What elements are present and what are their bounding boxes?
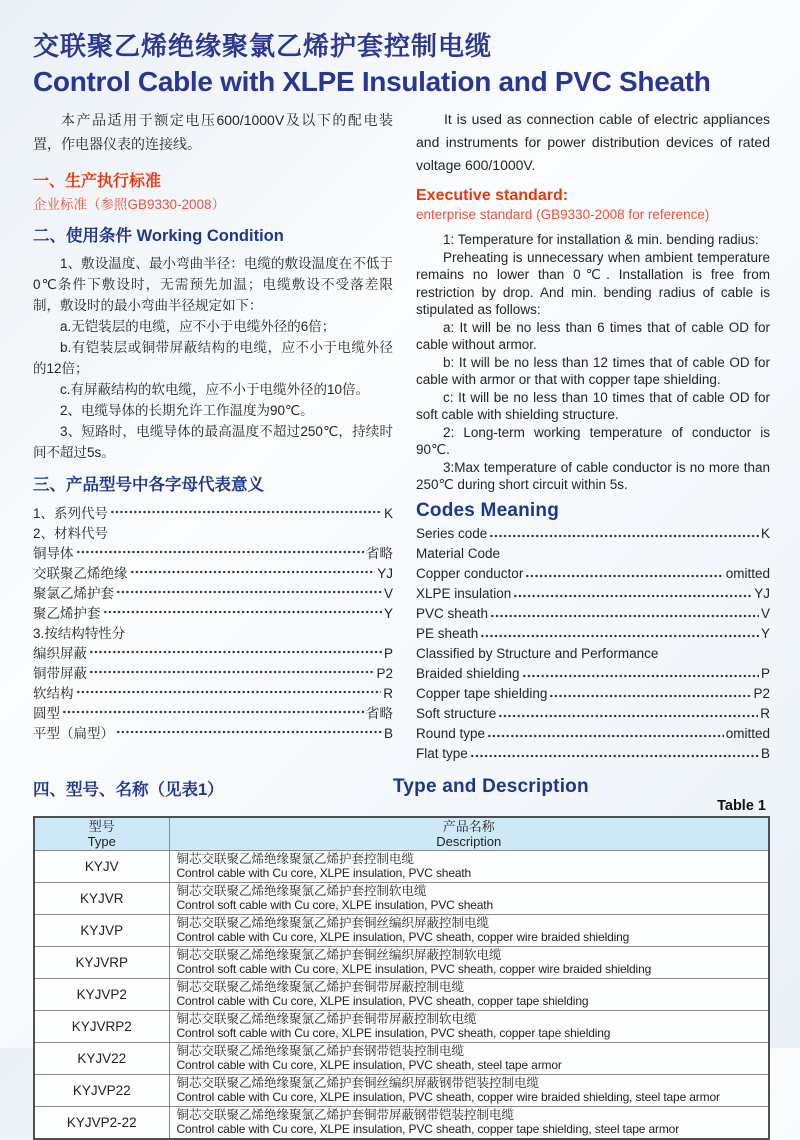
- paragraph: 2: Long-term working temperature of conductor is 90℃.: [416, 424, 770, 457]
- code-value: B: [760, 745, 770, 761]
- dotted-leader: [498, 709, 758, 723]
- dotted-leader: [549, 689, 751, 703]
- page-title-en: Control Cable with XLPE Insulation and PVC Sheath: [33, 66, 711, 97]
- code-label: 交联聚乙烯绝缘: [33, 566, 128, 581]
- paragraph: 1、敷设温度、最小弯曲半径：电缆的敷设温度在不低于0℃条件下敷设时，无需预先加温；电缆敷设不受落差限制，敷设时的最小弯曲半径规定如下：: [33, 256, 393, 313]
- codes-heading-zh: 三、产品型号中各字母代表意义: [33, 476, 264, 494]
- header-description: [169, 817, 769, 851]
- cell-description: [169, 850, 769, 882]
- description-en: Control soft cable with Cu core, XLPE insulation, PVC sheath, copper wire braided shielding: [176, 962, 652, 976]
- description-zh: 铜芯交联聚乙烯绝缘聚氯乙烯护套钢带铠装控制电缆: [176, 1043, 465, 1058]
- code-label: 聚乙烯护套: [33, 606, 101, 621]
- cell-type: KYJVP: [34, 914, 169, 946]
- page-title-zh: 交联聚乙烯绝缘聚氯乙烯护套控制电缆: [33, 31, 493, 61]
- cell-description: [169, 1010, 769, 1042]
- two-column-body: [33, 108, 770, 766]
- code-label: PVC sheath: [416, 605, 489, 621]
- description-en: Control cable with Cu core, XLPE insulation, PVC sheath, steel tape armor: [176, 1058, 562, 1072]
- dotted-leader: [116, 725, 382, 739]
- description-zh: 铜芯交联聚乙烯绝缘聚氯乙烯护套铜带屏蔽控制电缆: [176, 979, 465, 994]
- header-type-en: Type: [87, 833, 116, 849]
- code-value: 省略: [366, 546, 393, 561]
- code-value: YJ: [754, 585, 770, 601]
- dotted-leader: [89, 665, 374, 679]
- code-item: [33, 602, 393, 622]
- code-label: Copper conductor: [416, 565, 524, 581]
- code-label: PE sheath: [416, 625, 479, 641]
- code-value: omitted: [725, 725, 770, 741]
- code-label: Classified by Structure and Performance: [416, 645, 659, 661]
- description-zh: 铜芯交联聚乙烯绝缘聚氯乙烯护套铜带屏蔽钢带铠装控制电缆: [176, 1107, 515, 1122]
- intro-paragraph-zh: 本产品适用于额定电压600/1000V及以下的配电装置，作电器仪表的连接线。: [33, 112, 393, 152]
- table-row: [34, 1010, 769, 1042]
- dotted-leader: [76, 685, 382, 699]
- description-en: Control cable with Cu core, XLPE insulation, PVC sheath, copper wire braided shielding, steel tape armor: [176, 1090, 720, 1104]
- table-header-row: [34, 817, 769, 851]
- code-label: XLPE insulation: [416, 585, 512, 601]
- description-en: Control cable with Cu core, XLPE insulation, PVC sheath, copper wire braided shielding: [176, 930, 630, 944]
- dotted-leader: [487, 729, 724, 743]
- description-en: Control soft cable with Cu core, XLPE insulation, PVC sheath: [176, 898, 494, 912]
- cell-description: [169, 946, 769, 978]
- description-zh: 铜芯交联聚乙烯绝缘聚氯乙烯护套铜丝编织屏蔽控制软电缆: [176, 947, 502, 962]
- code-item: [33, 542, 393, 562]
- description-en: Control cable with Cu core, XLPE insulation, PVC sheath: [176, 866, 472, 880]
- code-label: 3.按结构特性分: [33, 626, 126, 641]
- code-item: [416, 666, 770, 686]
- code-value: 省略: [366, 706, 393, 721]
- code-value: V: [760, 605, 770, 621]
- dotted-leader: [127, 625, 391, 639]
- code-value: omitted: [725, 565, 770, 581]
- table-caption: Table 1: [717, 797, 766, 814]
- code-label: 2、材料代号: [33, 526, 109, 541]
- cell-description: [169, 978, 769, 1010]
- dotted-leader: [103, 605, 382, 619]
- code-item: [33, 642, 393, 662]
- code-value: P2: [376, 666, 393, 681]
- table-row: [34, 1042, 769, 1074]
- code-value: P: [760, 665, 770, 681]
- code-label: 聚氯乙烯护套: [33, 586, 114, 601]
- table-row: [34, 946, 769, 978]
- code-label: 软结构: [33, 686, 74, 701]
- code-value: YJ: [377, 566, 393, 581]
- code-value: P: [383, 646, 393, 661]
- code-item: [416, 546, 770, 566]
- paragraph: 3:Max temperature of cable conductor is no more than 250℃ during short circuit within 5s.: [416, 459, 770, 492]
- code-value: R: [760, 705, 770, 721]
- dotted-leader: [525, 569, 723, 583]
- paragraph: b: It will be no less than 12 times that of cable OD for cable with armor or that with copper tape shielding.: [416, 354, 770, 387]
- code-label: 铜导体: [33, 546, 74, 561]
- code-item: [33, 522, 393, 542]
- code-label: Soft structure: [416, 705, 497, 721]
- header-desc-en: Description: [436, 833, 502, 849]
- code-label: Copper tape shielding: [416, 685, 548, 701]
- description-zh: 铜芯交联聚乙烯绝缘聚氯乙烯护套铜丝编织屏蔽控制电缆: [176, 915, 490, 930]
- cell-description: [169, 882, 769, 914]
- dotted-leader: [76, 545, 365, 559]
- description-en: Control soft cable with Cu core, XLPE insulation, PVC sheath, copper tape shielding: [176, 1026, 611, 1040]
- dotted-leader: [116, 585, 382, 599]
- code-label: 平型（扁型）: [33, 726, 114, 741]
- code-item: [416, 586, 770, 606]
- working-condition-paragraphs-zh: [33, 253, 393, 463]
- code-list-en: [416, 526, 770, 766]
- cell-type: KYJV22: [34, 1042, 169, 1074]
- description-zh: 铜芯交联聚乙烯绝缘聚氯乙烯护套控制电缆: [176, 851, 415, 866]
- dotted-leader: [513, 589, 752, 603]
- cell-description: [169, 1106, 769, 1139]
- header-type-zh: 型号: [88, 818, 115, 834]
- description-zh: 铜芯交联聚乙烯绝缘聚氯乙烯护套控制软电缆: [176, 883, 427, 898]
- table-row: [34, 882, 769, 914]
- cell-description: [169, 1074, 769, 1106]
- description-en: Control cable with Cu core, XLPE insulation, PVC sheath, copper tape shielding: [176, 994, 589, 1008]
- codes-heading-en: Codes Meaning: [416, 499, 560, 521]
- code-value: R: [383, 686, 393, 701]
- code-item: [416, 686, 770, 706]
- table-row: [34, 850, 769, 882]
- cell-type: KYJVP2-22: [34, 1106, 169, 1139]
- code-label: Flat type: [416, 745, 468, 761]
- dotted-leader: [130, 565, 376, 579]
- description-zh: 铜芯交联聚乙烯绝缘聚氯乙烯护套铜丝编织屏蔽钢带铠装控制电缆: [176, 1075, 540, 1090]
- paragraph: Preheating is unnecessary when ambient temperature remains no lower than 0℃. Installation is free from restriction by drop. And min. bending radius of cable is stipulated as follows:: [416, 249, 770, 317]
- code-label: Round type: [416, 725, 486, 741]
- header-type: [34, 817, 169, 851]
- table-row: [34, 914, 769, 946]
- paragraph: a: It will be no less than 6 times that of cable OD for cable without armor.: [416, 319, 770, 352]
- paragraph: 3、短路时，电缆导体的最高温度不超过250℃，持续时间不超过5s。: [33, 424, 393, 460]
- code-label: 圆型: [33, 706, 60, 721]
- code-item: [416, 606, 770, 626]
- code-list-zh: [33, 502, 393, 742]
- code-value: Y: [383, 606, 393, 621]
- code-item: [416, 746, 770, 766]
- dotted-leader: [489, 529, 759, 543]
- code-value: V: [383, 586, 393, 601]
- code-value: K: [760, 525, 770, 541]
- table-header: [34, 817, 769, 851]
- code-item: [33, 682, 393, 702]
- code-value: B: [383, 726, 393, 741]
- table-body: [34, 850, 769, 1139]
- paragraph: a.无铠装层的电缆，应不小于电缆外径的6倍；: [60, 319, 336, 334]
- standard-heading-en: Executive standard:: [416, 187, 569, 204]
- code-item: [416, 726, 770, 746]
- type-description-table: [33, 816, 770, 1140]
- dotted-leader: [110, 505, 382, 519]
- intro-paragraph-en: It is used as connection cable of electric appliances and instruments for power distribution devices of rated voltage 600/1000V.: [416, 111, 770, 173]
- code-label: Braided shielding: [416, 665, 520, 681]
- paragraph: 2、电缆导体的长期允许工作温度为90℃。: [60, 403, 314, 418]
- code-item: [33, 582, 393, 602]
- code-item: [33, 562, 393, 582]
- paragraph: b.有铠装层或铜带屏蔽结构的电缆，应不小于电缆外径的12倍；: [33, 340, 393, 376]
- table-row: [34, 1074, 769, 1106]
- code-label: Series code: [416, 525, 488, 541]
- working-condition-heading: 二、使用条件 Working Condition: [33, 227, 284, 245]
- code-label: 编织屏蔽: [33, 646, 87, 661]
- code-value: K: [383, 506, 393, 521]
- cell-type: KYJVP2: [34, 978, 169, 1010]
- standard-heading-zh: 一、生产执行标准: [33, 173, 162, 190]
- paragraph: c: It will be no less than 10 times that of cable OD for soft cable with shielding structure.: [416, 389, 770, 422]
- type-section-headings: [33, 776, 770, 800]
- table-row: [34, 978, 769, 1010]
- working-condition-paragraphs-en: [416, 231, 770, 494]
- dotted-leader: [660, 649, 768, 663]
- dotted-leader: [480, 629, 759, 643]
- cell-type: KYJVP22: [34, 1074, 169, 1106]
- dotted-leader: [62, 705, 364, 719]
- dotted-leader: [502, 549, 768, 563]
- code-label: 铜带屏蔽: [33, 666, 87, 681]
- code-value: P2: [753, 685, 770, 701]
- code-item: [33, 702, 393, 722]
- code-item: [33, 722, 393, 742]
- code-item: [33, 502, 393, 522]
- code-item: [416, 646, 770, 666]
- right-column: [416, 108, 770, 766]
- code-value: Y: [760, 625, 770, 641]
- left-column: [33, 108, 393, 766]
- standard-body-en: enterprise standard (GB9330-2008 for reference): [416, 207, 710, 222]
- type-section-heading-zh: 四、型号、名称（见表1）: [33, 780, 224, 799]
- code-item: [416, 626, 770, 646]
- paragraph: c.有屏蔽结构的软电缆，应不小于电缆外径的10倍。: [60, 382, 370, 397]
- header-desc-zh: 产品名称: [442, 818, 495, 834]
- type-section-heading-en: Type and Description: [393, 775, 589, 797]
- cell-type: KYJVRP: [34, 946, 169, 978]
- standard-body-zh: 企业标准（参照GB9330-2008）: [33, 197, 226, 212]
- code-item: [33, 662, 393, 682]
- cell-type: KYJVRP2: [34, 1010, 169, 1042]
- code-item: [416, 526, 770, 546]
- description-zh: 铜芯交联聚乙烯绝缘聚氯乙烯护套铜带屏蔽控制软电缆: [176, 1011, 477, 1026]
- dotted-leader: [490, 609, 759, 623]
- description-en: Control cable with Cu core, XLPE insulation, PVC sheath, copper tape shielding, steel tape armor: [176, 1122, 680, 1136]
- cell-type: KYJVR: [34, 882, 169, 914]
- dotted-leader: [89, 645, 382, 659]
- table-row: [34, 1106, 769, 1139]
- cell-description: [169, 914, 769, 946]
- code-label: 1、系列代号: [33, 506, 109, 521]
- cell-description: [169, 1042, 769, 1074]
- code-item: [416, 706, 770, 726]
- code-item: [416, 566, 770, 586]
- dotted-leader: [470, 749, 759, 763]
- cell-type: KYJV: [34, 850, 169, 882]
- code-label: Material Code: [416, 545, 501, 561]
- code-item: [33, 622, 393, 642]
- dotted-leader: [110, 525, 391, 539]
- dotted-leader: [522, 669, 759, 683]
- paragraph: 1: Temperature for installation & min. bending radius:: [443, 232, 759, 247]
